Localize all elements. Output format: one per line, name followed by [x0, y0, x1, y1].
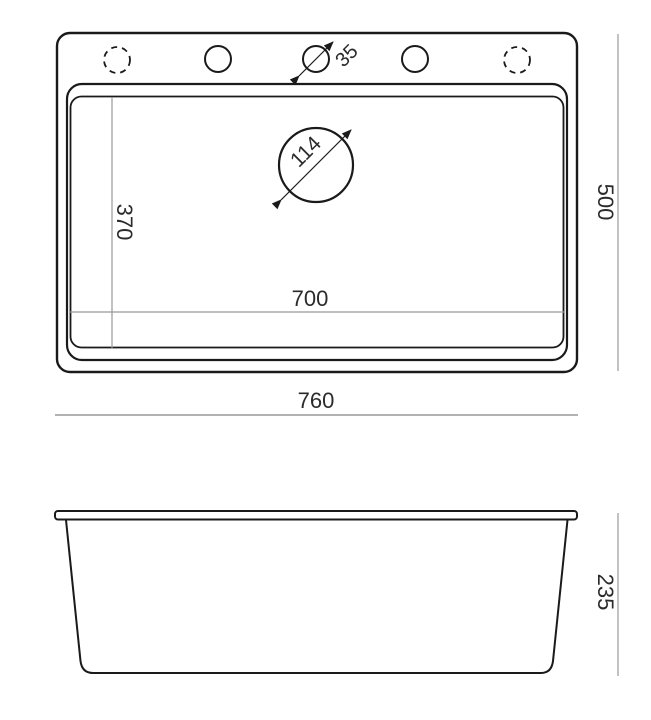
side-view-rim: [55, 511, 577, 520]
side-view-body: [66, 520, 568, 673]
side-height-label: 235: [593, 573, 618, 611]
faucet-hole-optional-right: [504, 47, 530, 73]
faucet-hole-left: [205, 46, 231, 72]
hole-diameter-label: 35: [331, 40, 363, 72]
faucet-hole-right: [402, 46, 428, 72]
basin-width-label: 700: [291, 286, 329, 311]
faucet-hole-optional-left: [104, 47, 130, 73]
drain-diameter-label: 114: [286, 132, 326, 172]
overall-depth-label: 500: [593, 183, 618, 221]
basin-depth-label: 370: [112, 203, 137, 241]
overall-width-label: 760: [297, 388, 335, 413]
basin-outer-edge: [67, 84, 567, 360]
hole-diameter-dim-line: [299, 42, 333, 76]
